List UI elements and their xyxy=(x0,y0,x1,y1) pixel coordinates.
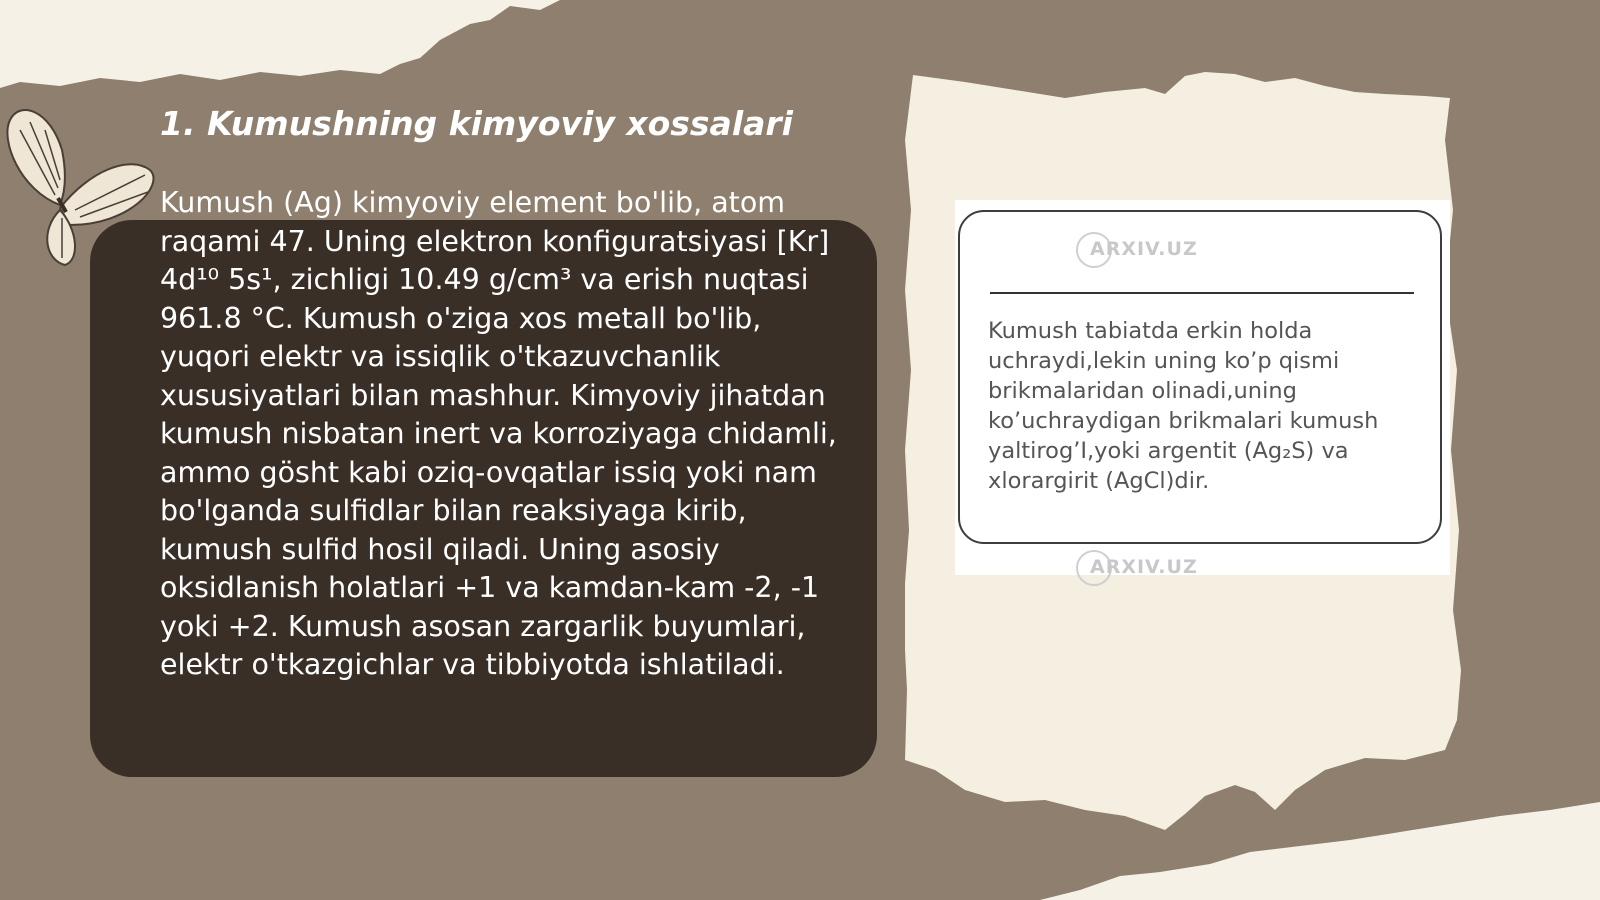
torn-paper-top-left xyxy=(0,0,560,100)
watermark-top: ARXIV.UZ xyxy=(1090,238,1198,260)
slide-body-text: Kumush (Ag) kimyoviy element bo'lib, atom raqami 47. Uning elektron konfiguratsiyasi [Kr] 4d¹⁰ 5s¹, zichligi 10.49 g/cm³ va erish nuqtasi 961.8 °C. Kumush o'ziga xos metall bo'lib, yuqori elektr va issiqlik o'tkazuvchanlik xususiyatlari bilan mashhur. Kimyoviy jihatdan kumush nisbatan inert va korroziyaga chidamli, ammo gösht kabi oziq-ovqatlar issiq yoki nam bo'lganda sulfidlar bilan reaksiyaga kirib, kumush sulfid hosil qiladi. Uning asosiy oksidlanish holatlari +1 va kamdan-kam -2, -1 yoki +2. Kumush asosan zargarlik buyumlari, elektr o'tkazgichlar va tibbiyotda ishlatiladi. xyxy=(160,186,837,681)
slide-title: 1. Kumushning kimyoviy xossalari xyxy=(160,104,793,143)
watermark-bottom: ARXIV.UZ xyxy=(1090,556,1198,578)
info-divider xyxy=(990,292,1414,294)
info-caption: Kumush tabiatda erkin holda uchraydi,lekin uning ko’p qismi brikmalaridan olinadi,uning ko’uchraydigan brikmalari kumush yaltirog’I,yoki argentit (Ag₂S) va xlorargirit (AgCl)dir. xyxy=(988,318,1379,494)
